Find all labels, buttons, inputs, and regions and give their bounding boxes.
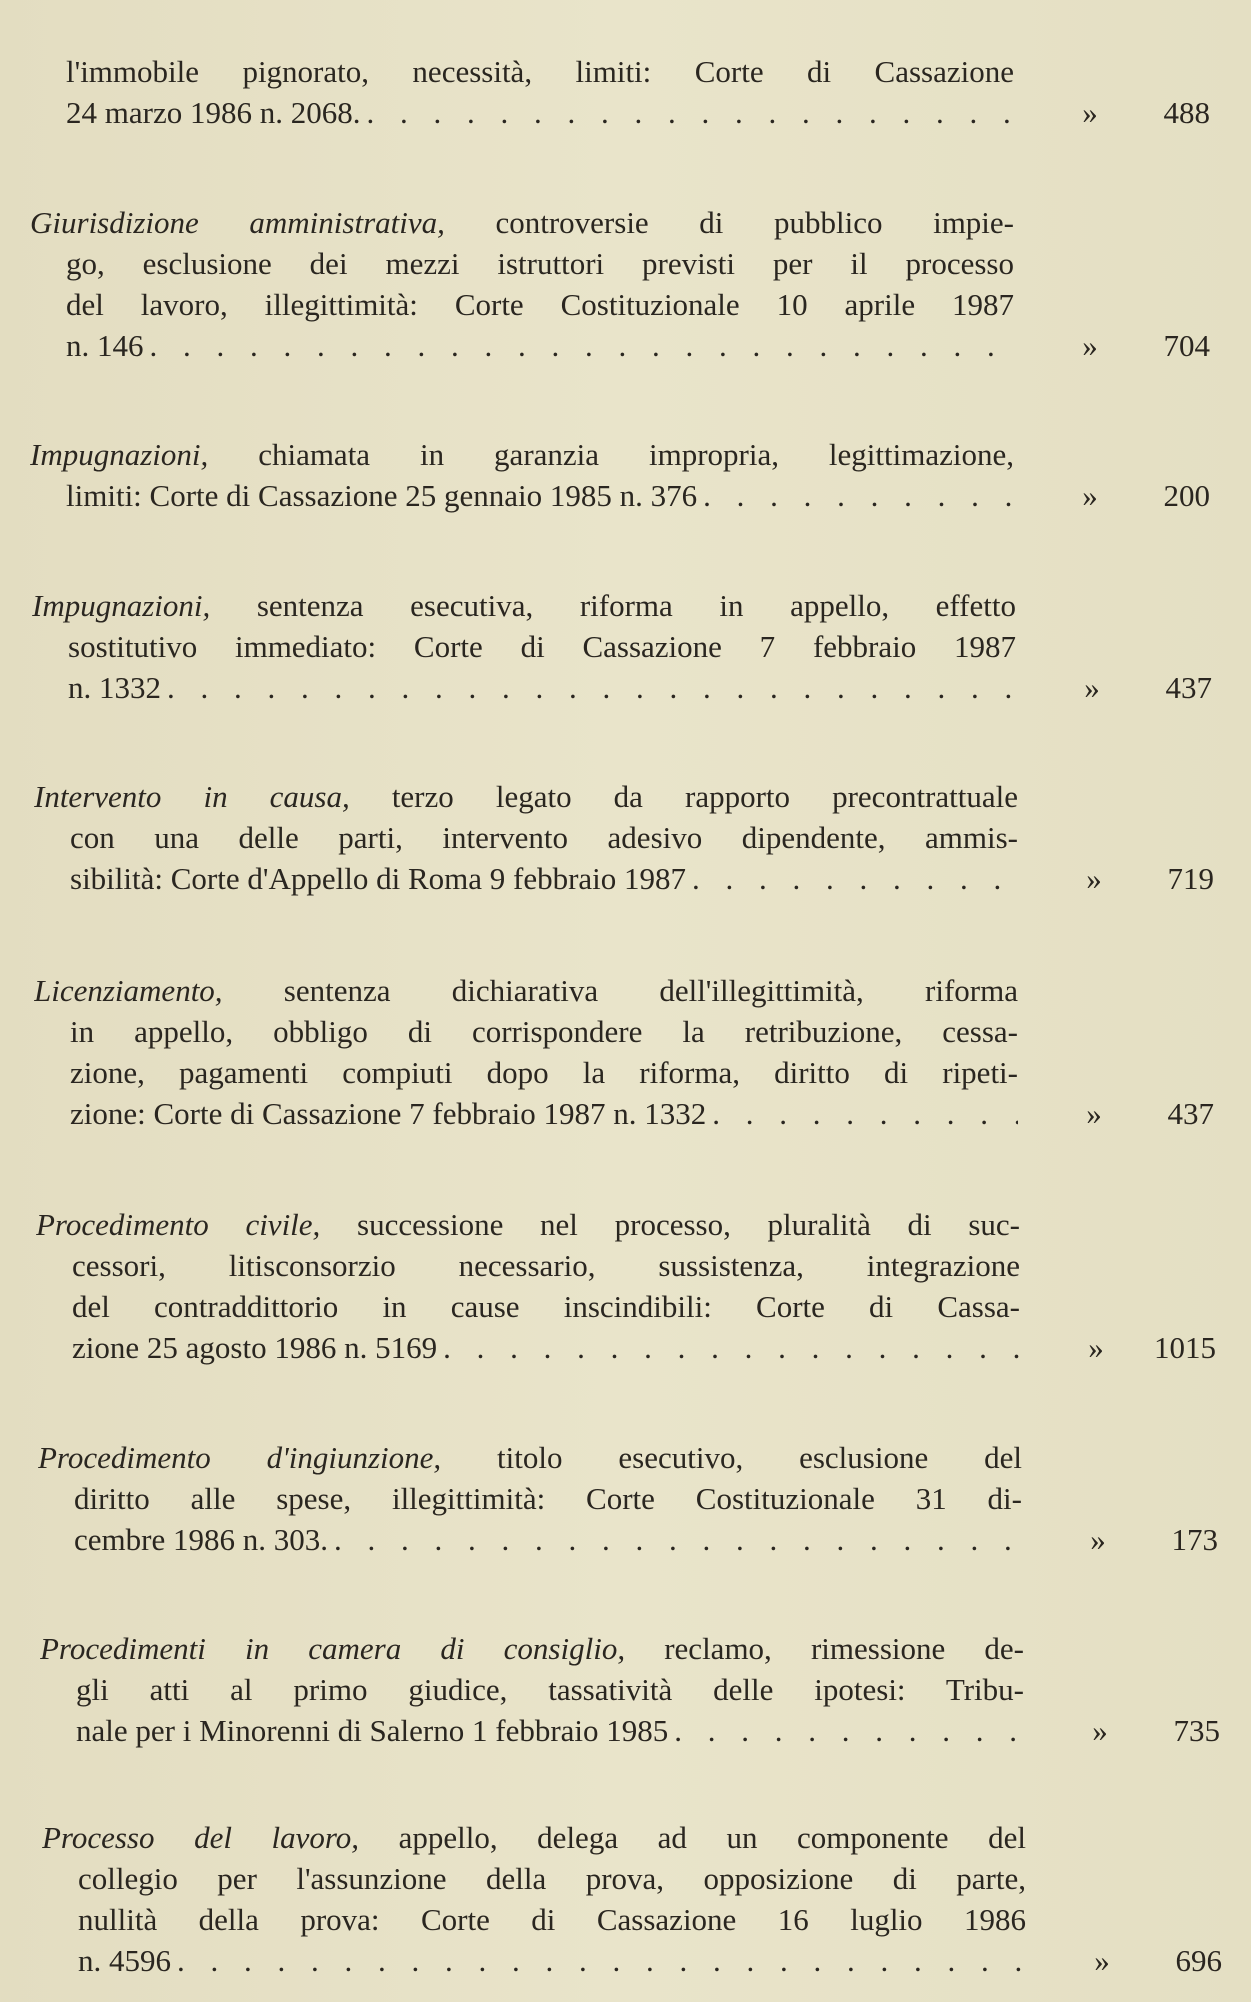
entry-line — [36, 1286, 1216, 1327]
entry-line-text: del lavoro, illegittimità: Corte Costituzionale 10 aprile 1987 — [66, 287, 1014, 322]
entry-line-text: cessori, litisconsorzio necessario, sussistenza, integrazione — [72, 1248, 1020, 1283]
page-ref-marker: » — [1088, 1330, 1104, 1365]
entry-text-body — [38, 1440, 1022, 1475]
entry-text — [76, 1710, 1024, 1751]
page-ref-marker: » — [1094, 1943, 1110, 1978]
entry-line-text: go, esclusione dei mezzi istruttori previsti per il processo — [66, 246, 1014, 281]
page-ref-marker: » — [1092, 1713, 1108, 1748]
entry-line-text: sentenza dichiarativa dell'illegittimità, riforma — [222, 973, 1018, 1008]
entry-text-body — [70, 1055, 1018, 1090]
entry-line-text: controversie di pubblico impie- — [444, 205, 1014, 240]
entry-line — [38, 1478, 1218, 1519]
entry-line-text: zione: Corte di Cassazione 7 febbraio 1987 n. 1332 — [70, 1096, 707, 1131]
entry-line-text: limiti: Corte di Cassazione 25 gennaio 1985 n. 376 — [66, 478, 698, 513]
entry-line — [30, 325, 1210, 366]
entry-text — [66, 243, 1014, 284]
entry-text-body — [34, 973, 1018, 1008]
entry-line — [42, 1940, 1222, 1981]
entry-line — [30, 475, 1210, 516]
entry-text — [36, 1204, 1020, 1245]
entry-line — [36, 1204, 1216, 1245]
entry-text — [66, 51, 1014, 92]
dot-leader — [437, 1327, 1020, 1368]
entry-text — [78, 1940, 1026, 1981]
dot-leader — [328, 1519, 1022, 1560]
entry-line — [40, 1710, 1220, 1751]
entry-text-body — [74, 1481, 1022, 1516]
page-number: 200 — [1163, 478, 1210, 513]
entry-line — [34, 970, 1214, 1011]
entry-line — [30, 434, 1210, 475]
entry-text — [66, 92, 1014, 133]
entry-text-body — [72, 1289, 1020, 1324]
entry-line — [30, 202, 1210, 243]
entry-text — [66, 284, 1014, 325]
entry-text-body — [72, 1327, 437, 1368]
page-number: 173 — [1171, 1522, 1218, 1557]
index-entry — [30, 434, 1210, 516]
entry-text — [66, 325, 1014, 366]
entry-text — [40, 1628, 1024, 1669]
dot-leader — [686, 858, 1018, 899]
entry-line — [42, 1858, 1222, 1899]
entry-line — [34, 1011, 1214, 1052]
dot-leader — [360, 92, 1014, 133]
entry-text — [68, 667, 1016, 708]
entry-line-text: in appello, obbligo di corrispondere la retribuzione, cessa- — [70, 1014, 1018, 1049]
page-ref-marker: » — [1090, 1522, 1106, 1557]
entry-text — [42, 1817, 1026, 1858]
entry-text-body — [70, 858, 686, 899]
entry-line-text: nale per i Minorenni di Salerno 1 febbraio 1985 — [76, 1713, 669, 1748]
entry-text — [74, 1519, 1022, 1560]
entry-text-body — [40, 1631, 1024, 1666]
entry-line — [42, 1817, 1222, 1858]
entry-line-text: sentenza esecutiva, riforma in appello, effetto — [210, 588, 1016, 623]
entry-line — [34, 1052, 1214, 1093]
entry-text-body — [70, 820, 1018, 855]
entry-text-body — [68, 629, 1016, 664]
entry-text-body — [66, 325, 144, 366]
index-entry — [42, 1817, 1222, 1981]
entry-text-body — [70, 1093, 706, 1134]
entry-line — [30, 92, 1210, 133]
entry-text-body — [66, 475, 697, 516]
entry-text — [70, 1052, 1018, 1093]
entry-line — [40, 1628, 1220, 1669]
entry-text-body — [72, 1248, 1020, 1283]
entry-text-body — [36, 1207, 1020, 1242]
entry-text-body — [70, 1014, 1018, 1049]
index-entry — [36, 1204, 1216, 1368]
page-number: 696 — [1175, 1943, 1222, 1978]
entry-text-body — [32, 588, 1016, 623]
page-number: 488 — [1163, 95, 1210, 130]
entry-text — [70, 817, 1018, 858]
entry-text — [72, 1286, 1020, 1327]
entry-line — [36, 1245, 1216, 1286]
entry-line — [34, 776, 1214, 817]
entry-text — [32, 585, 1016, 626]
entry-text-body — [30, 205, 1014, 240]
entry-text-body — [34, 779, 1018, 814]
entry-heading: Licenziamento, — [34, 973, 223, 1008]
entry-text — [30, 202, 1014, 243]
entry-text — [70, 1011, 1018, 1052]
page-number: 1015 — [1154, 1330, 1216, 1365]
entry-text-body — [76, 1710, 668, 1751]
entry-line-text: collegio per l'assunzione della prova, opposizione di parte, — [78, 1861, 1026, 1896]
dot-leader — [706, 1093, 1018, 1134]
page-ref-marker: » — [1082, 478, 1098, 513]
entry-line — [34, 817, 1214, 858]
entry-line — [38, 1519, 1218, 1560]
page-number: 735 — [1173, 1713, 1220, 1748]
entry-line-text: zione 25 agosto 1986 n. 5169 — [72, 1330, 438, 1365]
entry-text — [76, 1669, 1024, 1710]
entry-line — [36, 1327, 1216, 1368]
entry-text-body — [74, 1519, 328, 1560]
page-number: 437 — [1165, 670, 1212, 705]
entry-line — [30, 51, 1210, 92]
entry-text-body — [68, 667, 161, 708]
entry-line-text: gli atti al primo giudice, tassatività delle ipotesi: Tribu- — [76, 1672, 1024, 1707]
index-entry — [34, 970, 1214, 1134]
entry-heading: Procedimenti in camera di consiglio, — [40, 1631, 626, 1666]
entry-text-body — [30, 437, 1014, 472]
dot-leader — [668, 1710, 1024, 1751]
entry-text-body — [66, 246, 1014, 281]
entry-text-body — [42, 1820, 1026, 1855]
entry-text-body — [66, 92, 360, 133]
entry-heading: Impugnazioni, — [32, 588, 211, 623]
entry-line-text: cembre 1986 n. 303. — [74, 1522, 328, 1557]
entry-line-text: del contraddittorio in cause inscindibili: Corte di Cassa- — [72, 1289, 1020, 1324]
entry-heading: Processo del lavoro, — [42, 1820, 360, 1855]
entry-line — [32, 667, 1212, 708]
page-ref-marker: » — [1086, 861, 1102, 896]
entry-text — [74, 1478, 1022, 1519]
entry-line-text: successione nel processo, pluralità di suc- — [320, 1207, 1020, 1242]
entry-line — [40, 1669, 1220, 1710]
entry-text — [70, 858, 1018, 899]
entry-text-body — [78, 1902, 1026, 1937]
entry-line — [42, 1899, 1222, 1940]
index-entry — [32, 585, 1212, 708]
entry-line-text: chiamata in garanzia impropria, legittimazione, — [208, 437, 1014, 472]
entry-line-text: n. 4596 — [78, 1943, 171, 1978]
entry-line — [30, 243, 1210, 284]
entry-line — [32, 626, 1212, 667]
entry-text — [68, 626, 1016, 667]
entry-text — [72, 1245, 1020, 1286]
index-entry — [30, 202, 1210, 366]
page-ref-marker: » — [1082, 95, 1098, 130]
entry-line — [38, 1437, 1218, 1478]
entry-line — [34, 858, 1214, 899]
entry-heading: Procedimento civile, — [36, 1207, 321, 1242]
entry-line-text: zione, pagamenti compiuti dopo la riforma, diritto di ripeti- — [70, 1055, 1018, 1090]
entry-line-text: diritto alle spese, illegittimità: Corte Costituzionale 31 di- — [74, 1481, 1022, 1516]
page-number: 719 — [1167, 861, 1214, 896]
entry-text — [78, 1899, 1026, 1940]
entry-line-text: n. 1332 — [68, 670, 161, 705]
entry-line — [30, 284, 1210, 325]
dot-leader — [697, 475, 1014, 516]
dot-leader — [144, 325, 1015, 366]
entry-text — [72, 1327, 1020, 1368]
entry-line-text: terzo legato da rapporto precontrattuale — [349, 779, 1018, 814]
entry-text — [78, 1858, 1026, 1899]
entry-heading: Procedimento d'ingiunzione, — [38, 1440, 442, 1475]
entry-line-text: sibilità: Corte d'Appello di Roma 9 febbraio 1987 — [70, 861, 687, 896]
entry-line-text: appello, delega ad un componente del — [359, 1820, 1026, 1855]
entry-text — [34, 970, 1018, 1011]
entry-heading: Intervento in causa, — [34, 779, 350, 814]
entry-text — [66, 475, 1014, 516]
index-entry — [38, 1437, 1218, 1560]
entry-line-text: nullità della prova: Corte di Cassazione 16 luglio 1986 — [78, 1902, 1026, 1937]
entry-text-body — [66, 54, 1014, 89]
entry-line-text: sostitutivo immediato: Corte di Cassazione 7 febbraio 1987 — [68, 629, 1016, 664]
entry-text — [30, 434, 1014, 475]
index-entry — [40, 1628, 1220, 1751]
entry-line — [32, 585, 1212, 626]
entry-text — [70, 1093, 1018, 1134]
entry-text — [38, 1437, 1022, 1478]
page-number: 437 — [1167, 1096, 1214, 1131]
entry-line-text: reclamo, rimessione de- — [625, 1631, 1024, 1666]
entry-text — [34, 776, 1018, 817]
index-entry — [30, 51, 1210, 133]
entry-heading: Impugnazioni, — [30, 437, 209, 472]
page-ref-marker: » — [1082, 328, 1098, 363]
entry-line — [34, 1093, 1214, 1134]
entry-line-text: con una delle parti, intervento adesivo dipendente, ammis- — [70, 820, 1018, 855]
entry-line-text: l'immobile pignorato, necessità, limiti: Corte di Cassazione — [66, 54, 1014, 89]
entry-text-body — [66, 287, 1014, 322]
dot-leader — [161, 667, 1016, 708]
entry-text-body — [76, 1672, 1024, 1707]
entry-line-text: titolo esecutivo, esclusione del — [441, 1440, 1022, 1475]
entry-heading: Giurisdizione amministrativa, — [30, 205, 445, 240]
page-number: 704 — [1163, 328, 1210, 363]
index-entry — [34, 776, 1214, 899]
page-ref-marker: » — [1086, 1096, 1102, 1131]
entry-text-body — [78, 1940, 171, 1981]
dot-leader — [171, 1940, 1026, 1981]
entry-line-text: n. 146 — [66, 328, 144, 363]
page-ref-marker: » — [1084, 670, 1100, 705]
entry-text-body — [78, 1861, 1026, 1896]
entry-line-text: 24 marzo 1986 n. 2068. — [66, 95, 361, 130]
